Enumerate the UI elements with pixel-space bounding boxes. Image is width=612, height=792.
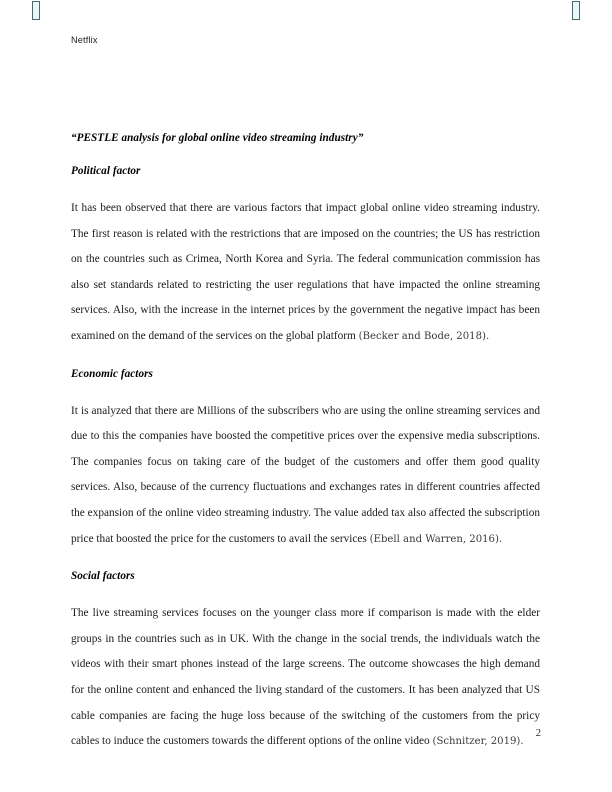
section-heading-social: Social factors [71, 570, 135, 583]
citation-economic: (Ebell and Warren, 2016). [369, 533, 503, 545]
box-glyph-icon-left [32, 1, 40, 20]
document-body [71, 131, 540, 755]
page-number: 2 [535, 728, 541, 739]
paragraph-political-text: It has been observed that there are various factors that impact global online video streaming industry. The first reason is related with the restrictions that are imposed on the countries; the US has restriction on the countries such as Crimea, North Korea and Syria. The federal communication commission has also set standards related to restricting the user regulations that have impacted the online streaming services. Also, with the increase in the internet prices by the government the negative impact has been examined on the demand of the services on the global platform [71, 202, 540, 342]
paragraph-economic [71, 399, 540, 553]
section-heading-political: Political factor [71, 165, 141, 177]
section-heading-economic: Economic factors [71, 367, 153, 380]
paragraph-social-text: The live streaming services focuses on the younger class more if comparison is made with the elder groups in the countries such as in UK. With the change in the social trends, the individuals watch the videos with their smart phones instead of the large screens. The outcome showcases the high demand for the online content and enhanced the living standard of the customers. It has been analyzed that US cable companies are facing the huge loss because of the switching of the customers from the pricy cables to induce the customers towards the different options of the online video [71, 607, 540, 748]
document-title: “PESTLE analysis for global online video streaming industry” [71, 132, 364, 144]
citation-political: (Becker and Bode, 2018). [358, 330, 490, 342]
running-header: Netflix [71, 35, 98, 45]
paragraph-economic-text: It is analyzed that there are Millions of the subscribers who are using the online streaming services and due to this the companies have boosted the competitive prices over the expensive media subscriptions. The companies focus on taking care of the budget of the customers and offer them good quality services. Also, because of the currency fluctuations and exchanges rates in different countries affected the expansion of the online video streaming industry. The value added tax also affected the subscription price that boosted the price for the customers to avail the services [71, 404, 540, 545]
citation-social: (Schnitzer, 2019). [432, 736, 524, 748]
paragraph-political [71, 196, 540, 350]
box-glyph-icon-right [572, 1, 580, 20]
